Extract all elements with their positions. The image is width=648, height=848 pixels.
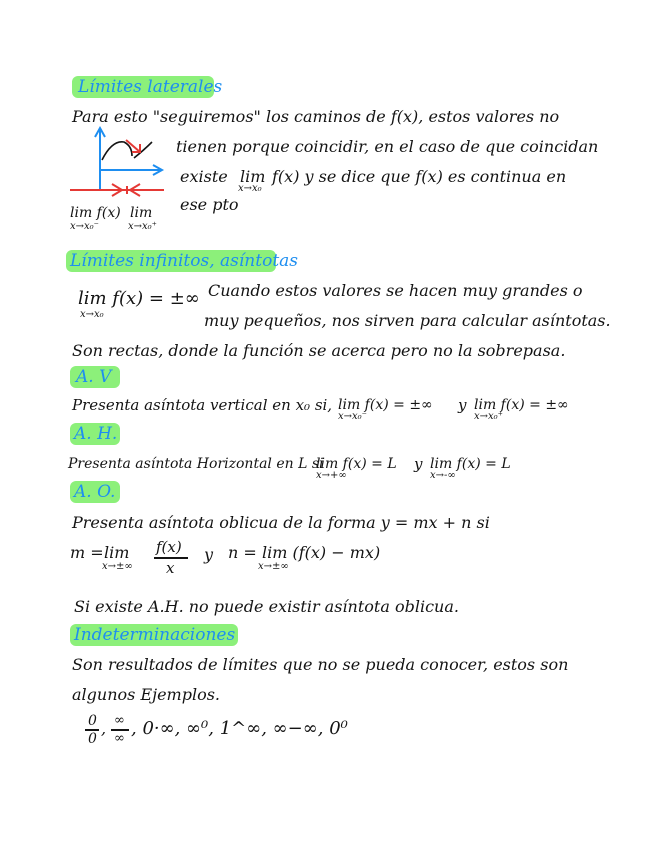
- ao-text: Presenta asíntota oblicua de la forma y = mx + n si: [72, 513, 490, 532]
- av-text: Presenta asíntota vertical en x₀ si,: [72, 396, 333, 414]
- heading-limites-infinitos: Límites infinitos, asíntotas: [70, 251, 299, 271]
- ah-text: Presenta asíntota Horizontal en L si: [68, 456, 324, 472]
- text-line: existe: [180, 167, 228, 186]
- ah-limit-plus-subscript: x→+∞: [316, 470, 347, 481]
- limit-symbol: lim: [240, 167, 266, 186]
- infinite-limit-subscript: x→x₀: [80, 309, 104, 320]
- ao-conjunction: y: [204, 545, 214, 564]
- limit-subscript: x→x₀: [238, 183, 262, 194]
- indet-separator: ,: [101, 719, 107, 738]
- ao-note: Si existe A.H. no puede existir asíntota oblicua.: [74, 597, 459, 616]
- ah-conjunction: y: [414, 455, 423, 473]
- heading-ao: A. O.: [74, 482, 116, 502]
- indet-frac2-den: ∞: [114, 731, 125, 746]
- m-fraction-numerator: f(x): [156, 538, 182, 556]
- ah-limit-minus: lim f(x) = L: [430, 456, 511, 472]
- av-limit-left: lim f(x) = ±∞: [338, 397, 433, 413]
- heading-limites-laterales: Límites laterales: [78, 77, 223, 97]
- axis-x: [100, 165, 162, 175]
- text-line: algunos Ejemplos.: [72, 685, 221, 704]
- heading-indeterminaciones: Indeterminaciones: [74, 625, 236, 645]
- text-line: Para esto "seguiremos" los caminos de f(x), estos valores no: [72, 107, 560, 126]
- left-limit-subscript: x→x₀⁻: [70, 221, 99, 232]
- av-limit-right: lim f(x) = ±∞: [474, 397, 569, 413]
- heading-av: A. V: [76, 367, 112, 387]
- av-limit-right-subscript: x→x₀⁺: [474, 411, 503, 422]
- text-line: Cuando estos valores se hacen muy grandes o: [208, 281, 583, 300]
- ah-limit-plus: lim f(x) = L: [316, 456, 397, 472]
- text-line: tienen porque coincidir, en el caso de que coincidan: [176, 137, 599, 156]
- indet-frac1-num: 0: [88, 713, 97, 729]
- n-limit-subscript: x→±∞: [258, 561, 289, 572]
- text-line: muy pequeños, nos sirven para calcular asíntotas.: [204, 311, 611, 330]
- m-limit-subscript: x→±∞: [102, 561, 133, 572]
- av-conjunction: y: [458, 396, 467, 414]
- indet-rest: , 0·∞, ∞⁰, 1^∞, ∞−∞, 0⁰: [131, 718, 348, 739]
- right-limit: lim: [130, 205, 153, 221]
- indet-frac1-den: 0: [88, 731, 97, 747]
- approach-arrows: [70, 140, 164, 196]
- ah-limit-minus-subscript: x→-∞: [430, 470, 456, 481]
- text-line: f(x) y se dice que f(x) es continua en: [272, 167, 567, 186]
- right-limit-subscript: x→x₀⁺: [128, 221, 157, 232]
- indet-frac2-num: ∞: [114, 713, 125, 728]
- text-line: ese pto: [180, 195, 239, 214]
- curve-left: [102, 142, 132, 160]
- text-line: Son resultados de límites que no se pueda conocer, estos son: [72, 655, 569, 674]
- text-line: Son rectas, donde la función se acerca pero no la sobrepasa.: [72, 341, 566, 360]
- n-limit: lim (f(x) − mx): [262, 543, 381, 562]
- n-equation: n =: [228, 543, 257, 562]
- left-limit: lim f(x): [70, 205, 121, 221]
- infinite-limit-formula: lim f(x) = ±∞: [78, 288, 200, 309]
- heading-ah: A. H.: [74, 424, 118, 444]
- m-limit: lim: [104, 543, 130, 562]
- axis-y: [95, 128, 105, 190]
- av-limit-left-subscript: x→x₀⁻: [338, 411, 367, 422]
- m-fraction-denominator: x: [166, 559, 175, 577]
- m-equation: m =: [70, 543, 104, 562]
